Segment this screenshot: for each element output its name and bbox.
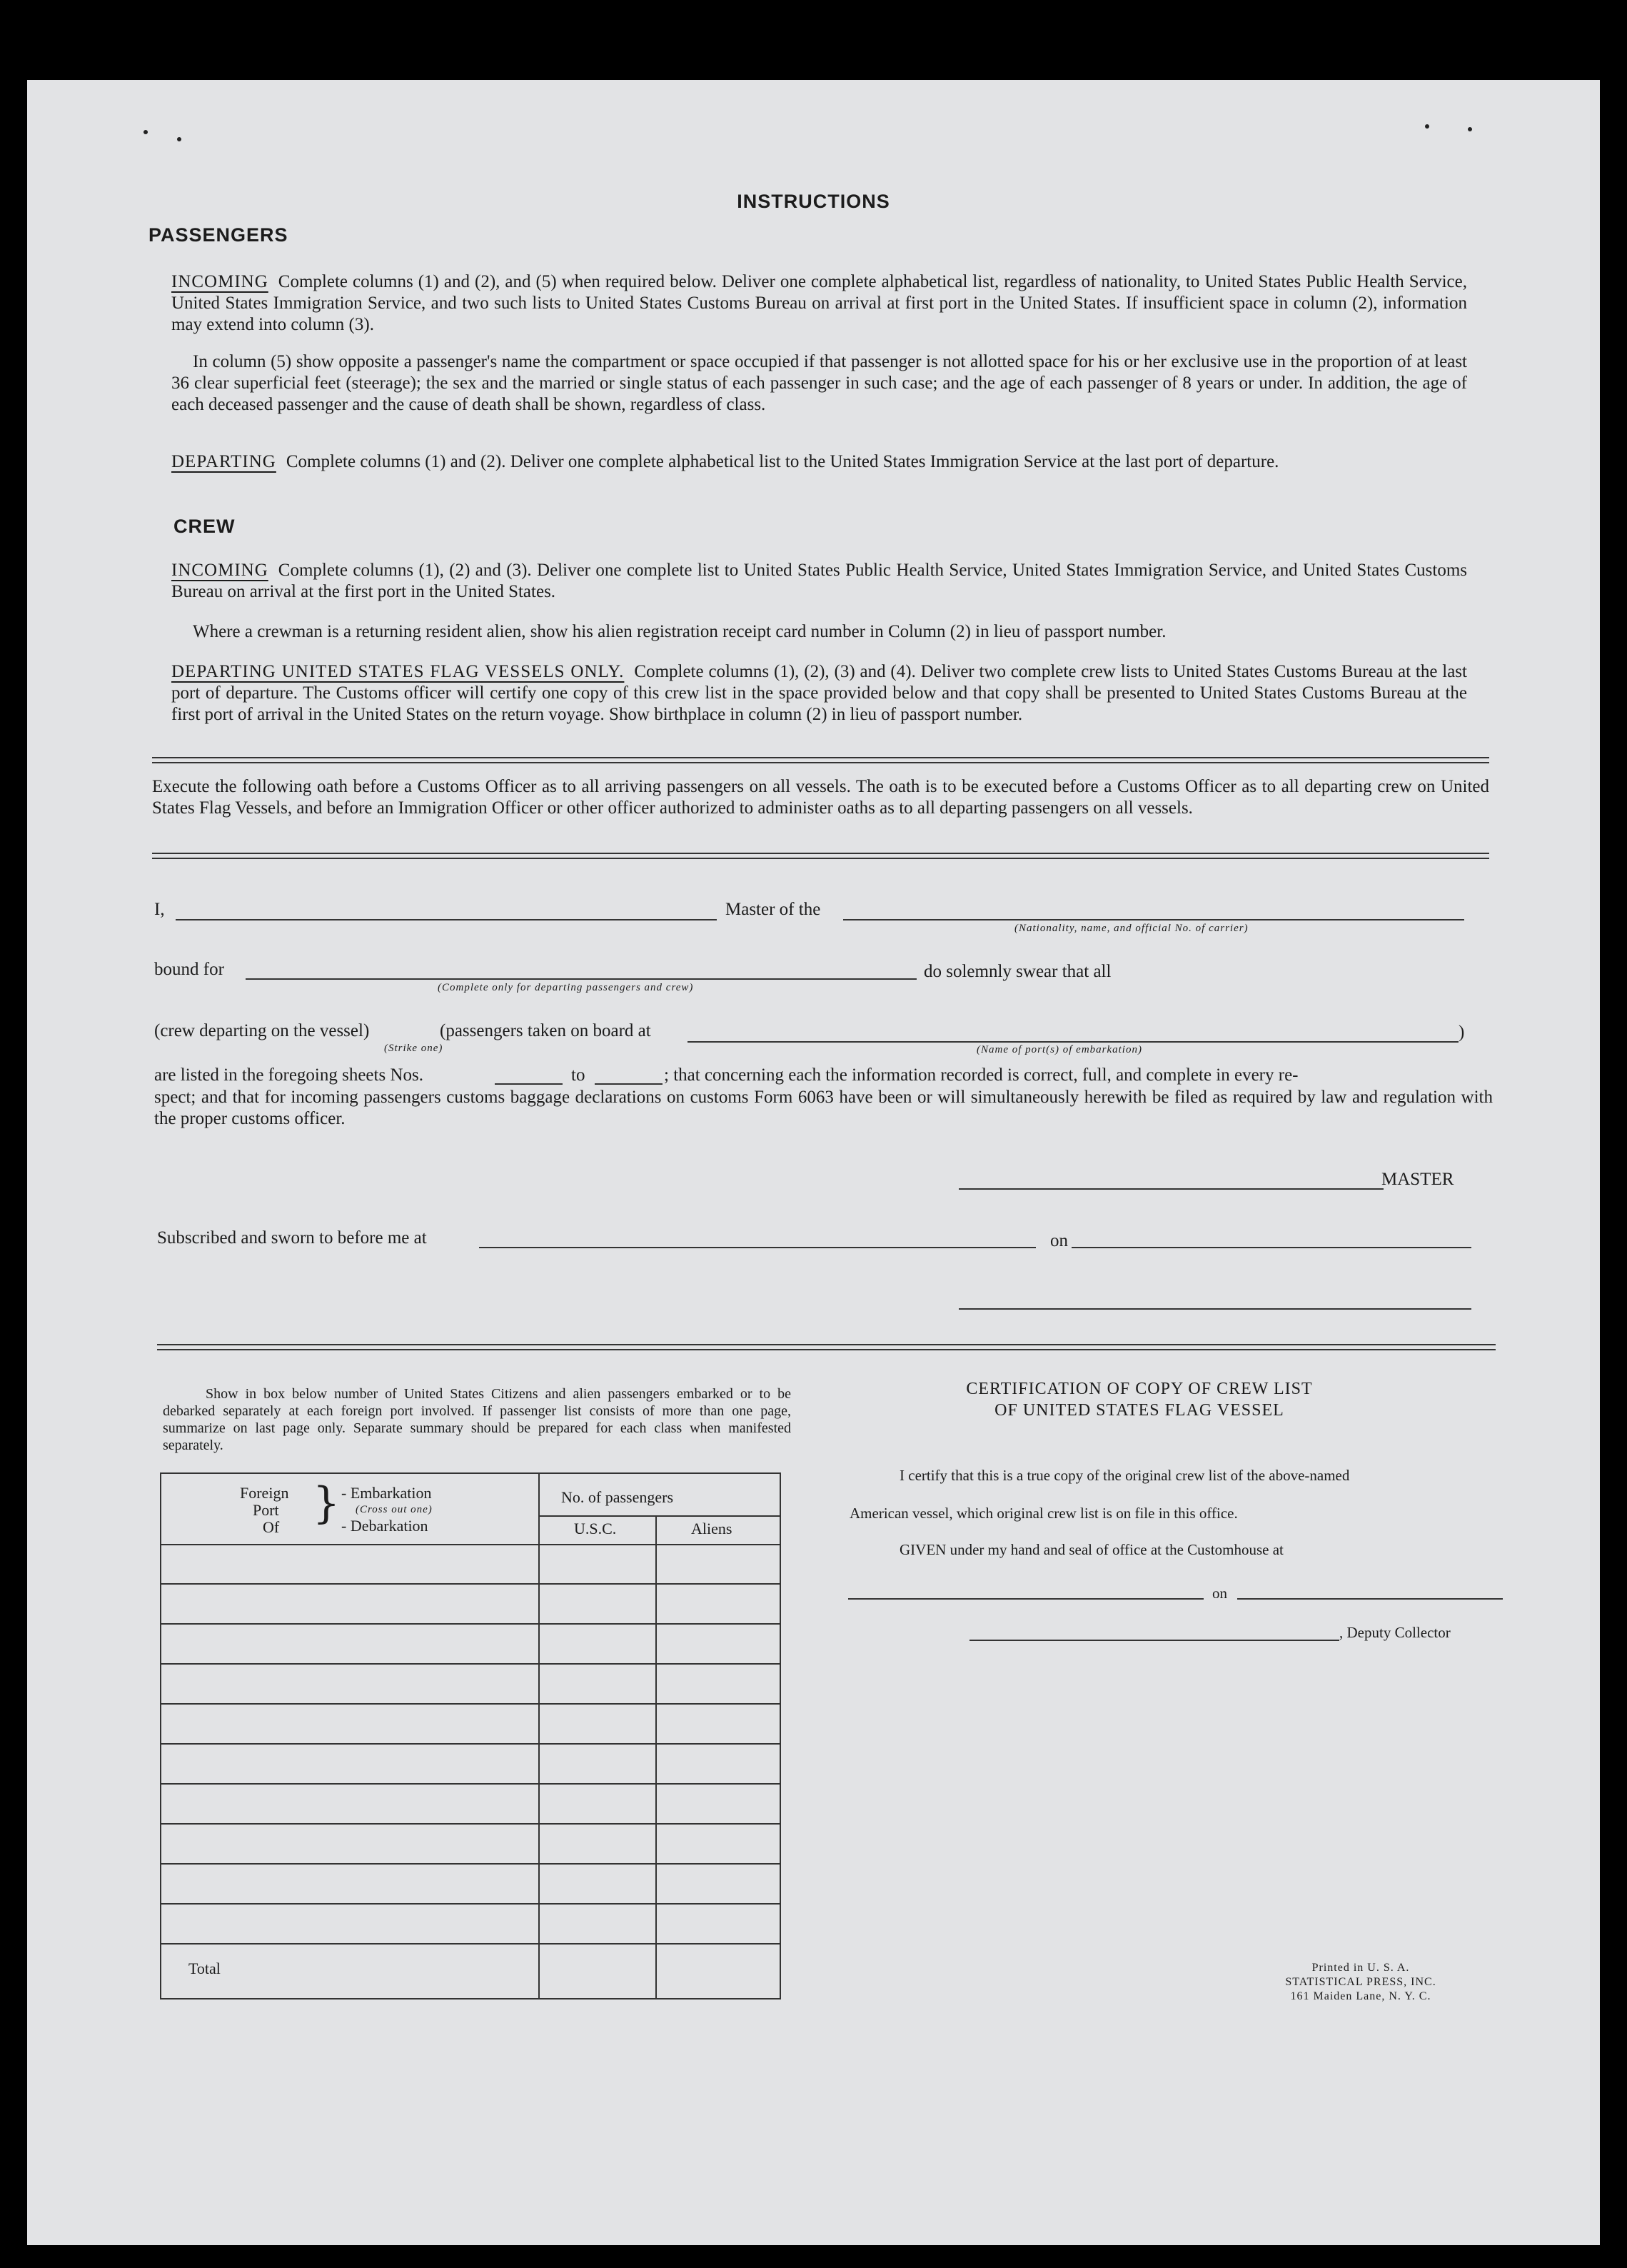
master-name-line[interactable] xyxy=(176,919,717,920)
certification-title xyxy=(904,1378,1375,1421)
carrier-line[interactable] xyxy=(843,919,1464,920)
concerning-text: ; that concerning each the information recorded is correct, full, and complete in every re- xyxy=(664,1065,1299,1085)
officer-signature-line[interactable] xyxy=(959,1308,1471,1310)
printer-imprint xyxy=(1254,1961,1468,2004)
summary-instruction: Show in box below number of United States Citizens and alien passengers embarked or to be debarked separately at each foreign port involved. If passenger list consists of more than one page, summarize on last page only. Separate summary should be prepared for each class when manifested separately. xyxy=(163,1386,791,1453)
solemnly-swear-text: do solemnly swear that all xyxy=(924,962,1112,981)
crew-incoming-text: Complete columns (1), (2) and (3). Deliver one complete list to United States Public Health Service, United States Immigration Service, and United States Customs Bureau on arrival at the first port in the United States. xyxy=(171,561,1467,601)
usc-header: U.S.C. xyxy=(574,1520,617,1537)
passengers-incoming-label: INCOMING xyxy=(171,272,268,291)
master-signature-line[interactable] xyxy=(959,1188,1384,1190)
passengers-column5-paragraph: In column (5) show opposite a passenger's name the compartment or space occupied if that passenger is not allotted space for his or her exclusive use in the proportion of at least 36 clear superficial feet (steerage); the sex and the married or single status of each passenger in such case; and the age of each passenger of 8 years or under. In addition, the age of each deceased passenger and the cause of death shall be shown, regardless of class. xyxy=(171,352,1467,414)
printer-line1: Printed in U. S. A. xyxy=(1311,1962,1410,1974)
certification-title-line1: CERTIFICATION OF COPY OF CREW LIST xyxy=(966,1380,1313,1398)
crew-incoming-label: INCOMING xyxy=(171,561,268,580)
crew-heading: CREW xyxy=(173,516,236,537)
passengers-departing-label: DEPARTING xyxy=(171,452,276,471)
table-row[interactable] xyxy=(161,1943,780,1945)
passengers-taken-option[interactable]: (passengers taken on board at xyxy=(440,1021,651,1040)
oath-continuation: spect; and that for incoming passengers customs baggage declarations on customs Form 6063 have been or will simultaneously herewith be filed as required by law and regulation with the proper customs officer. xyxy=(154,1088,1493,1128)
passengers-heading: PASSENGERS xyxy=(148,224,288,246)
divider xyxy=(152,853,1489,859)
certify-line2: American vessel, which original crew list is on file in this office. xyxy=(850,1505,1238,1522)
printer-line2: STATISTICAL PRESS, INC. xyxy=(1285,1976,1436,1988)
table-row[interactable] xyxy=(161,1823,780,1825)
crew-departing-text: Complete columns (1), (2), (3) and (4). Deliver two complete crew lists to United States Customs Bureau at the last port of departure. The Customs officer will certify one copy of this crew list in the space provided below and that copy shall be presented to United States Customs Bureau at the first port of arrival in the United States on the return voyage. Show birthplace in column (2) in lieu of passport number. xyxy=(171,662,1467,724)
deputy-signature-line[interactable] xyxy=(969,1640,1339,1641)
table-row[interactable] xyxy=(161,1544,780,1545)
col-divider xyxy=(538,1474,540,1998)
master-label: MASTER xyxy=(1381,1170,1454,1189)
brace-icon: } xyxy=(313,1478,341,1528)
crew-incoming-paragraph xyxy=(171,560,1467,603)
subscribed-place-line[interactable] xyxy=(479,1247,1036,1248)
oath-instruction: Execute the following oath before a Customs Officer as to all arriving passengers on all vessels. The oath is to be executed before a Customs Officer as to all departing crew on United States Flag Vessels, and before an Immigration Officer or other officer authorized to administer oaths as to all departing passengers on all vessels. xyxy=(152,777,1489,818)
to-label: to xyxy=(571,1065,585,1085)
embarkation-ports-line[interactable] xyxy=(687,1041,1459,1043)
col-foreign: Foreign xyxy=(240,1484,289,1502)
table-row[interactable] xyxy=(161,1863,780,1865)
strike-one-caption: (Strike one) xyxy=(384,1043,443,1054)
table-row[interactable] xyxy=(161,1623,780,1625)
subscribed-date-line[interactable] xyxy=(1072,1247,1471,1248)
sheet-to-line[interactable] xyxy=(595,1083,663,1085)
header-split xyxy=(538,1515,780,1517)
crew-departing-label: DEPARTING UNITED STATES FLAG VESSELS ONLY. xyxy=(171,662,625,681)
customhouse-line[interactable] xyxy=(848,1598,1204,1600)
speck xyxy=(1425,124,1429,129)
speck xyxy=(177,137,181,141)
sheet-from-line[interactable] xyxy=(495,1083,563,1085)
crew-departing-option[interactable]: (crew departing on the vessel) xyxy=(154,1021,370,1040)
complete-only-caption: (Complete only for departing passengers and crew) xyxy=(438,982,694,993)
cross-out-caption: (Cross out one) xyxy=(356,1504,433,1515)
table-row[interactable] xyxy=(161,1783,780,1785)
embarkation-label: - Embarkation xyxy=(341,1484,432,1502)
page-title: INSTRUCTIONS xyxy=(737,191,890,212)
nationality-caption: (Nationality, name, and official No. of carrier) xyxy=(1014,923,1249,934)
subscribed-label: Subscribed and sworn to before me at xyxy=(157,1228,427,1248)
table-row[interactable] xyxy=(161,1743,780,1745)
bound-for-label: bound for xyxy=(154,960,224,979)
table-row[interactable] xyxy=(161,1663,780,1665)
col-port: Port xyxy=(253,1501,279,1519)
passengers-incoming-text: Complete columns (1) and (2), and (5) when required below. Deliver one complete alphabetical list, regardless of nationality, to United States Public Health Service, United States Immigration Service, and two such lists to United States Customs Bureau on arrival at first port in the United States. If insufficient space in column (2), information may extend into column (3). xyxy=(171,272,1467,334)
form-page xyxy=(27,80,1600,2245)
passengers-departing-paragraph xyxy=(171,451,1467,473)
listed-sheets-label: are listed in the foregoing sheets Nos. xyxy=(154,1065,423,1085)
table-row[interactable] xyxy=(161,1703,780,1705)
subscribed-on-label: on xyxy=(1050,1231,1068,1250)
certification-on-label: on xyxy=(1212,1585,1227,1602)
oath-i-label: I, xyxy=(154,900,165,919)
ports-caption: (Name of port(s) of embarkation) xyxy=(977,1044,1142,1055)
aliens-header: Aliens xyxy=(691,1520,732,1537)
table-row[interactable] xyxy=(161,1583,780,1585)
certification-title-line2: OF UNITED STATES FLAG VESSEL xyxy=(994,1401,1284,1420)
passenger-summary-table xyxy=(160,1472,781,1999)
deputy-collector-label: , Deputy Collector xyxy=(1339,1624,1451,1641)
col-divider xyxy=(655,1515,657,1998)
speck xyxy=(1468,127,1472,131)
col-of: Of xyxy=(263,1518,280,1536)
crew-resident-paragraph: Where a crewman is a returning resident alien, show his alien registration receipt card number in Column (2) in lieu of passport number. xyxy=(193,622,1167,641)
debarkation-label: - Debarkation xyxy=(341,1517,428,1535)
certify-line1: I certify that this is a true copy of the original crew list of the above-named xyxy=(900,1467,1350,1484)
printer-line3: 161 Maiden Lane, N. Y. C. xyxy=(1290,1990,1431,2002)
close-paren: ) xyxy=(1459,1023,1465,1042)
certification-date-line[interactable] xyxy=(1237,1598,1503,1600)
passengers-departing-text: Complete columns (1) and (2). Deliver one complete alphabetical list to the United States Immigration Service at the last port of departure. xyxy=(286,452,1279,471)
divider xyxy=(152,757,1489,763)
total-label: Total xyxy=(188,1960,221,1977)
master-of-the-label: Master of the xyxy=(725,900,821,919)
passengers-incoming-paragraph xyxy=(171,271,1467,336)
given-line: GIVEN under my hand and seal of office at the Customhouse at xyxy=(900,1541,1284,1558)
no-passengers-header: No. of passengers xyxy=(561,1488,674,1506)
divider xyxy=(157,1344,1496,1350)
table-row[interactable] xyxy=(161,1903,780,1905)
speck xyxy=(143,130,148,134)
crew-departing-paragraph xyxy=(171,661,1467,726)
destination-line[interactable] xyxy=(246,978,917,980)
